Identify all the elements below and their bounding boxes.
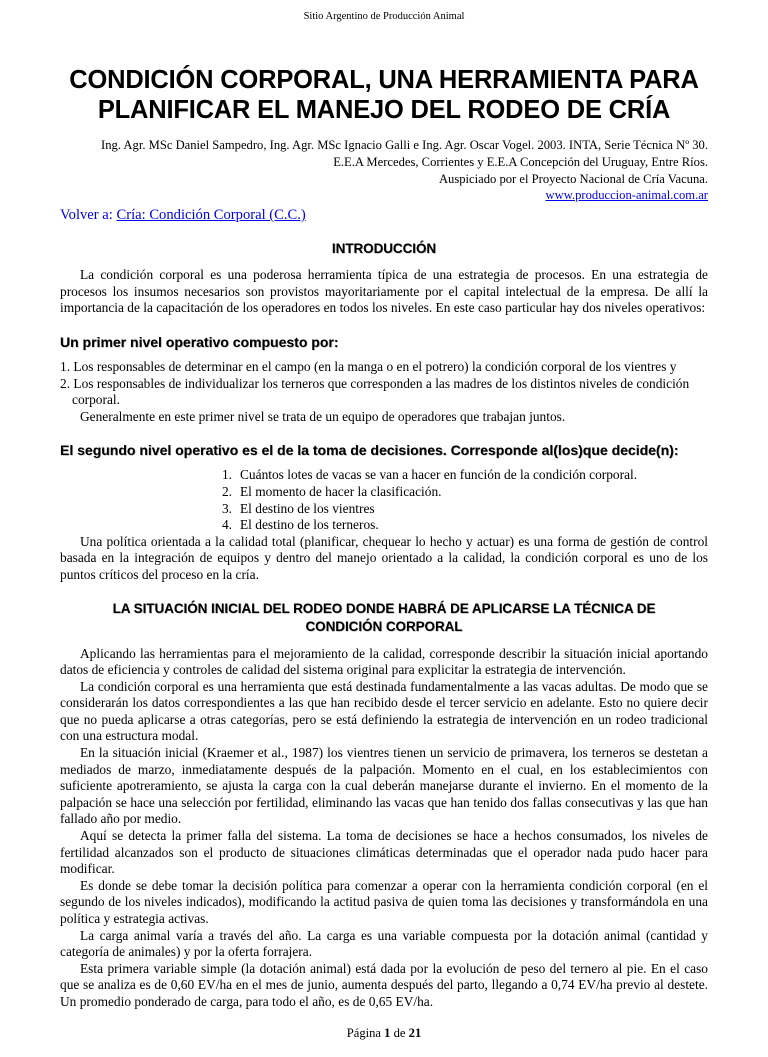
footer-mid: de — [390, 1025, 409, 1040]
intro-heading: INTRODUCCIÓN — [331, 241, 437, 257]
paragraph: La carga animal varía a través del año. La carga es una variable compuesta por la dotación animal (cantidad y categoría de animales) y por la oferta forrajera. — [60, 927, 708, 960]
list-item — [210, 501, 708, 518]
item-number: 1. — [221, 467, 232, 483]
byline-line: Ing. Agr. MSc Daniel Sampedro, Ing. Agr. MSc Ignacio Galli e Ing. Agr. Oscar Vogel. 2003. INTA, Serie Técnica Nº 30. — [101, 138, 708, 152]
byline-line: Auspiciado por el Proyecto Nacional de Cría Vacuna. — [438, 171, 708, 186]
page-header: Sitio Argentino de Producción Animal — [303, 11, 465, 22]
item-text: El momento de hacer la clasificación. — [240, 483, 442, 499]
paragraph: Aquí se detecta la primer falla del sistema. La toma de decisiones se hace a hechos consumados, los niveles de fertilidad alcanzados son el producto de situaciones climáticas determinadas que el operador nada pudo hacer para modificar. — [60, 828, 708, 877]
item-text: El destino de los terneros. — [240, 517, 379, 533]
volver-line — [60, 206, 708, 224]
site-link[interactable]: www.produccion-animal.com.ar — [545, 188, 708, 203]
level2-paragraph: Una política orientada a la calidad total (planificar, chequear lo hecho y actuar) es una forma de gestión de control basada en la integración de equipos y dentro del manejo orientado a la calidad, la condición corporal es uno de los puntos críticos del proceso en la cría. — [60, 533, 708, 582]
page-number: 1 — [384, 1025, 391, 1040]
paragraph: La condición corporal es una herramienta que está destinada fundamentalmente a las vacas adultas. De modo que se considerarán los datos correspondientes a las que han recibido desde el tercer servicio en adelante. Esto no quiere decir que no pueda aplicarse a otras categorías, pero se está definiendo la estrategia de intervención en un rodeo tradicional con una estructura modal. — [60, 678, 708, 744]
level2-heading: El segundo nivel operativo es el de la toma de decisiones. Corresponde al(los)que decide(n): — [60, 442, 679, 459]
level1-note: Generalmente en este primer nivel se trata de un equipo de operadores que trabajan juntos. — [80, 408, 566, 424]
item-text: El destino de los vientres — [240, 500, 375, 516]
item-text: Cuántos lotes de vacas se van a hacer en función de la condición corporal. — [240, 467, 638, 483]
list-item: 2. Los responsables de individualizar los terneros que corresponden a las madres de los distintos niveles de condición corporal. — [60, 375, 690, 408]
situacion-heading: LA SITUACIÓN INICIAL DEL RODEO DONDE HABRÁ DE APLICARSE LA TÉCNICA DE CONDICIÓN CORPORAL — [112, 600, 656, 634]
document-title: CONDICIÓN CORPORAL, UNA HERRAMIENTA PARA PLANIFICAR EL MANEJO DEL RODEO DE CRÍA — [69, 66, 699, 124]
list-item — [210, 467, 708, 484]
page-total: 21 — [408, 1025, 422, 1040]
page-footer — [0, 1025, 768, 1041]
byline-line: E.E.A Mercedes, Corrientes y E.E.A Concepción del Uruguay, Entre Ríos. — [333, 154, 708, 169]
list-item — [210, 484, 708, 501]
intro-paragraph: La condición corporal es una poderosa herramienta típica de una estrategia de procesos. En una estrategia de procesos los insumos necesarios son provistos mayoritariamente por el capital intelectual de la empresa. De allí la importancia de la capacitación de los operadores en todos los niveles. En este caso particular hay dos niveles operativos: — [60, 267, 708, 316]
paragraph: Aplicando las herramientas para el mejoramiento de la calidad, corresponde describir la situación inicial aportando datos de eficiencia y controles de calidad del sistema original para explicitar la estrategia de intervención. — [60, 645, 708, 678]
paragraph: Esta primera variable simple (la dotación animal) está dada por la evolución de peso del ternero al pie. En el caso que se analiza es de 0,60 EV/ha en el mes de junio, aumenta después del parto, llegando a 0,74 EV/ha previo al destete. Un promedio ponderado de carga, para todo el año, es de 0,65 EV/ha. — [60, 960, 708, 1009]
item-number: 3. — [221, 500, 232, 516]
level1-list — [60, 359, 708, 425]
paragraph: En la situación inicial (Kraemer et al., 1987) los vientres tienen un servicio de primavera, los terneros se destetan a mediados de marzo, inmediatamente después de la palpación. Momento en el cual, en los establecimientos con suficiente apotreramiento, se ajusta la carga con la cual deberán manejarse durante el invierno. En el momento de la palpación se hace una selección por fertilidad, eliminando las vacas que han tenido dos fallas consecutivas y las que han fallado año por medio. — [60, 745, 708, 827]
item-number: 4. — [221, 517, 232, 533]
document-body — [60, 65, 708, 1011]
level2-list — [60, 467, 708, 533]
list-item — [210, 517, 708, 534]
footer-prefix: Página — [346, 1025, 385, 1040]
byline — [60, 137, 708, 204]
item-number: 2. — [221, 483, 232, 499]
list-item: 1. Los responsables de determinar en el campo (en la manga o en el potrero) la condición corporal de los vientres y — [60, 358, 677, 374]
level1-heading: Un primer nivel operativo compuesto por: — [60, 333, 339, 350]
volver-link[interactable]: Cría: Condición Corporal (C.C.) — [116, 207, 306, 224]
volver-prefix: Volver a: — [60, 207, 117, 224]
paragraph: Es donde se debe tomar la decisión política para comenzar a operar con la herramienta condición corporal (en el segundo de los niveles indicados), modificando la actitud pasiva de quien toma las decisiones y transformándola en una política y estrategia activas. — [60, 877, 708, 926]
